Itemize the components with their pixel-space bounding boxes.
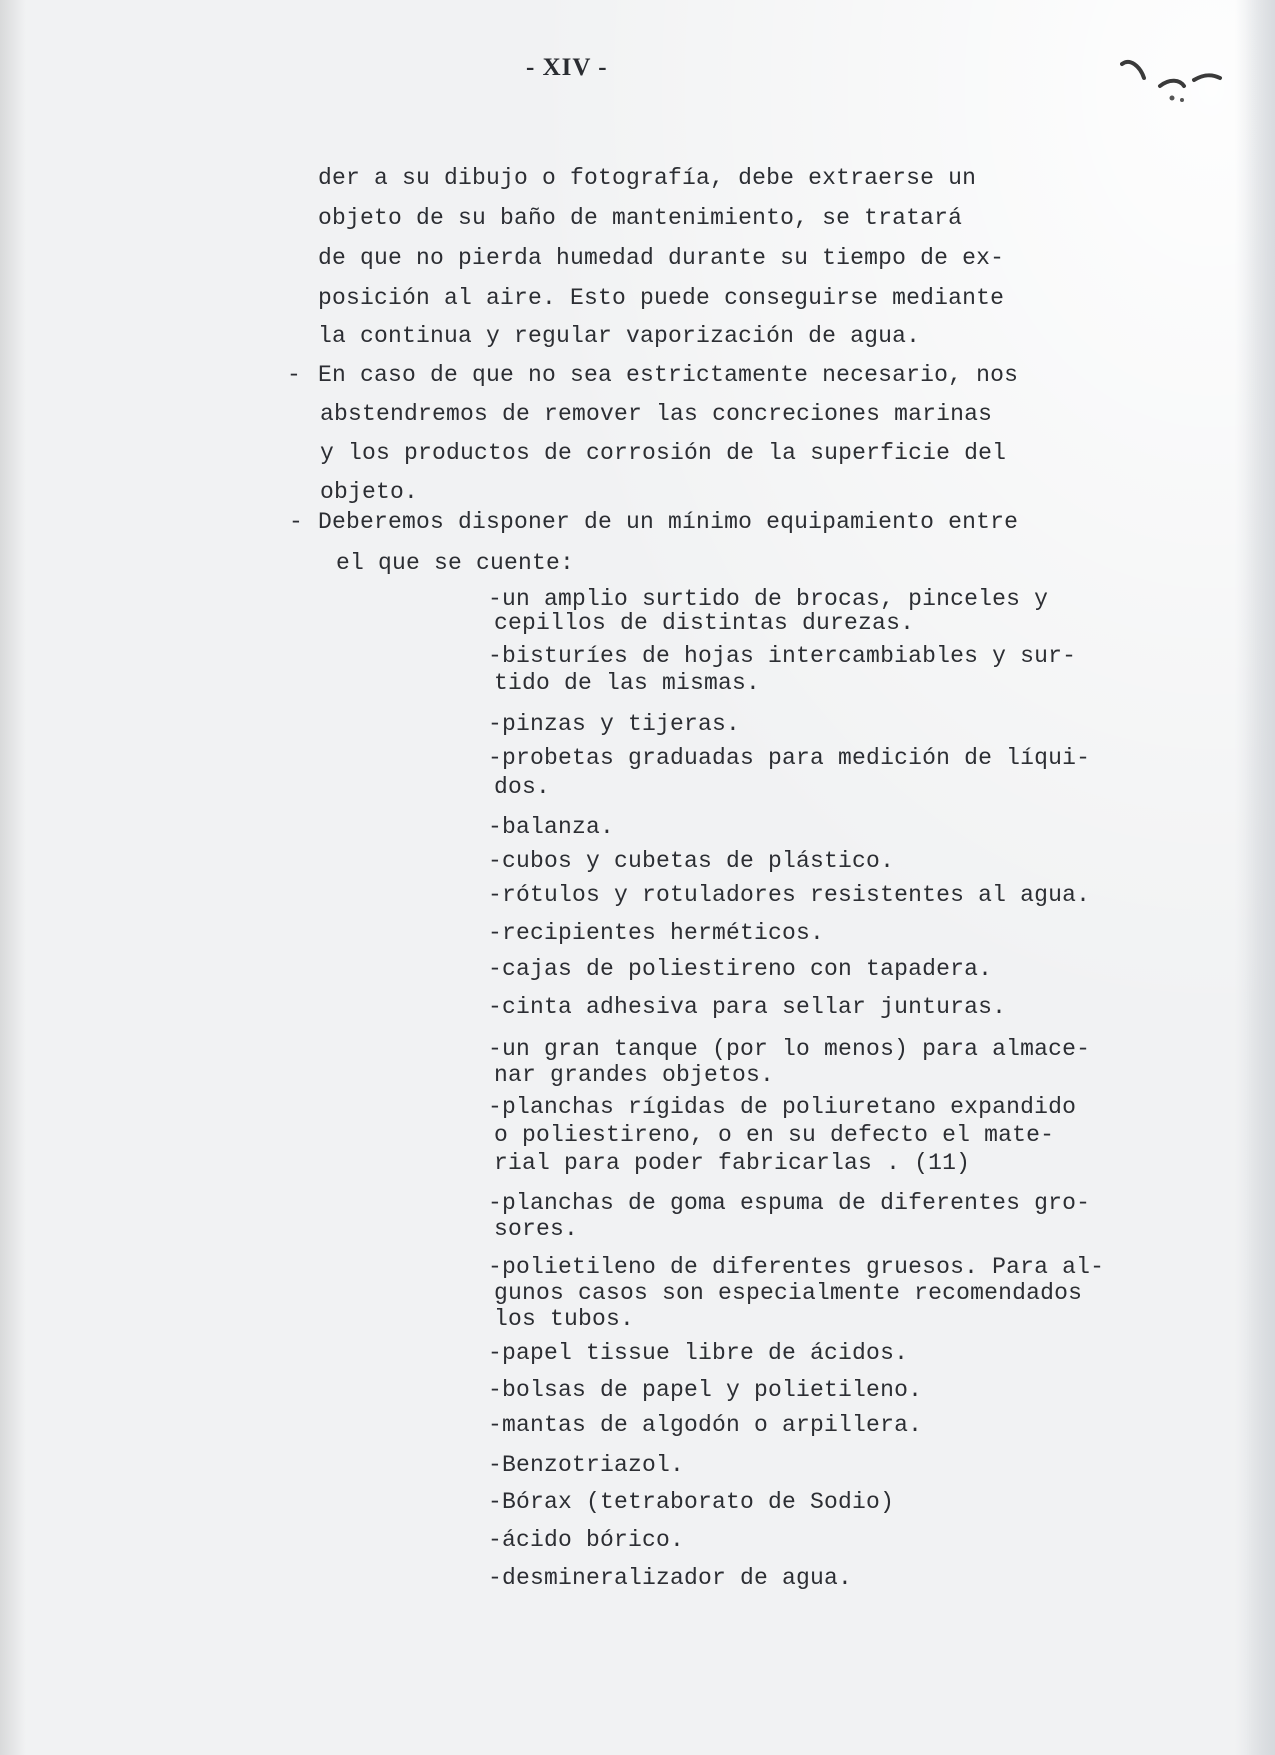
staple-marks-icon [1120, 56, 1230, 116]
equipment-item-continuation: tido de las mismas. [494, 670, 761, 696]
paragraph-line: objeto de su baño de mantenimiento, se tratará [318, 205, 963, 231]
equipment-item: -polietileno de diferentes gruesos. Para al- [488, 1254, 1105, 1280]
equipment-item-continuation: los tubos. [494, 1306, 635, 1332]
equipment-item: -planchas rígidas de poliuretano expandido [488, 1094, 1077, 1120]
equipment-item-continuation: cepillos de distintas durezas. [494, 610, 915, 636]
equipment-item: -ácido bórico. [488, 1527, 685, 1553]
paragraph-line: posición al aire. Esto puede conseguirse mediante [318, 285, 1005, 311]
equipment-item: -balanza. [488, 814, 615, 840]
equipment-item: -un gran tanque (por lo menos) para almace- [488, 1036, 1091, 1062]
bullet-line: Deberemos disponer de un mínimo equipamiento entre [318, 509, 1019, 535]
equipment-item: -pinzas y tijeras. [488, 711, 741, 737]
equipment-item-continuation: o poliestireno, o en su defecto el mate- [494, 1122, 1055, 1148]
bullet-marker: - [289, 509, 304, 535]
equipment-item: -Bórax (tetraborato de Sodio) [488, 1489, 895, 1515]
equipment-item: -cajas de poliestireno con tapadera. [488, 956, 993, 982]
paragraph-line: der a su dibujo o fotografía, debe extraerse un [318, 165, 977, 191]
bullet-line: abstendremos de remover las concreciones marinas [320, 401, 993, 427]
equipment-item: -un amplio surtido de brocas, pinceles y [488, 586, 1049, 612]
equipment-item: -cubos y cubetas de plástico. [488, 848, 895, 874]
equipment-item: -papel tissue libre de ácidos. [488, 1340, 909, 1366]
bullet-line: En caso de que no sea estrictamente necesario, nos [318, 362, 1019, 388]
bullet-line: el que se cuente: [336, 550, 575, 576]
page-edge-shadow [1235, 0, 1275, 1755]
equipment-item-continuation: sores. [494, 1216, 579, 1242]
equipment-item: -cinta adhesiva para sellar junturas. [488, 994, 1007, 1020]
bullet-line: y los productos de corrosión de la superficie del [320, 440, 1007, 466]
bullet-marker: - [287, 362, 302, 388]
equipment-item: -planchas de goma espuma de diferentes gro- [488, 1190, 1091, 1216]
equipment-item: -rótulos y rotuladores resistentes al agua. [488, 882, 1091, 908]
page-number: - XIV - [526, 54, 608, 81]
equipment-item-continuation: nar grandes objetos. [494, 1062, 775, 1088]
equipment-item: -probetas graduadas para medición de líqui- [488, 745, 1091, 771]
paragraph-line: de que no pierda humedad durante su tiempo de ex- [318, 245, 1005, 271]
equipment-item: -bisturíes de hojas intercambiables y sur- [488, 643, 1077, 669]
paragraph-line: la continua y regular vaporización de agua. [318, 323, 921, 349]
equipment-item-continuation: rial para poder fabricarlas . (11) [494, 1150, 971, 1176]
equipment-item: -desmineralizador de agua. [488, 1565, 853, 1591]
equipment-item: -Benzotriazol. [488, 1452, 685, 1478]
equipment-item: -recipientes herméticos. [488, 920, 825, 946]
equipment-item-continuation: gunos casos son especialmente recomendados [494, 1280, 1083, 1306]
equipment-item: -bolsas de papel y polietileno. [488, 1377, 923, 1403]
bullet-line: objeto. [320, 479, 419, 505]
equipment-item-continuation: dos. [494, 774, 551, 800]
equipment-item: -mantas de algodón o arpillera. [488, 1412, 923, 1438]
